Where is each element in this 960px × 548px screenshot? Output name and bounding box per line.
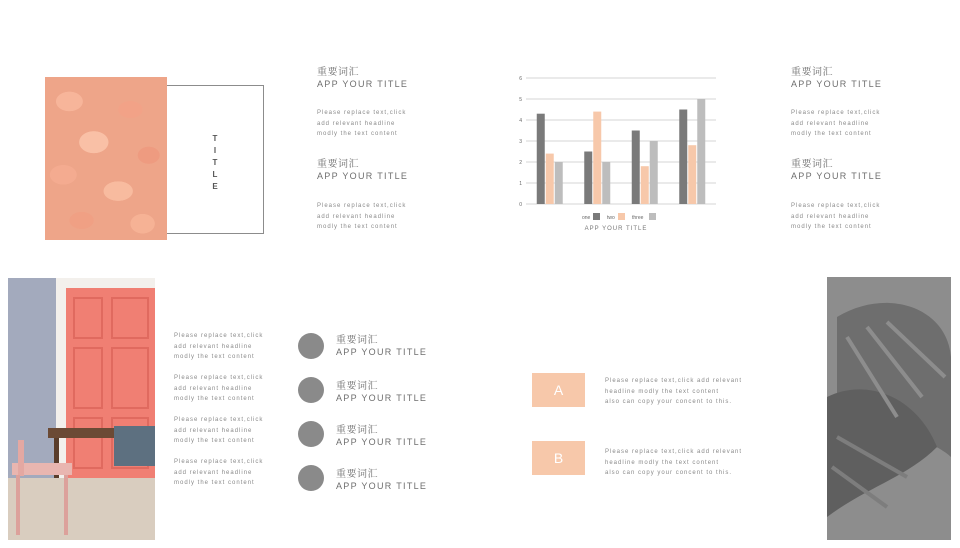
circle-bullet-4 bbox=[298, 465, 324, 491]
y-tick-label: 5 bbox=[519, 97, 522, 103]
y-tick-label: 4 bbox=[519, 118, 522, 124]
bar-two bbox=[546, 154, 554, 204]
monstera-leaf-photo bbox=[827, 277, 951, 540]
legend-label: one bbox=[582, 215, 591, 221]
note-4: Please replace text,click add relevant headline modly the text content bbox=[174, 459, 264, 486]
bar-three bbox=[602, 162, 610, 204]
bar-one bbox=[584, 152, 592, 205]
note-2: Please replace text,click add relevant headline modly the text content bbox=[174, 375, 264, 402]
left-item-2-en: APP YOUR TITLE bbox=[317, 171, 409, 181]
circle-bullet-3 bbox=[298, 421, 324, 447]
y-tick-label: 3 bbox=[519, 139, 522, 145]
legend-swatch bbox=[649, 213, 656, 220]
left-item-2-body: Please replace text,click add relevant headline modly the text content bbox=[317, 203, 407, 230]
pink-door-photo bbox=[8, 278, 155, 540]
right-item-2-body: Please replace text,click add relevant headline modly the text content bbox=[791, 203, 881, 230]
legend-label: two bbox=[607, 215, 615, 221]
left-item-1-en: APP YOUR TITLE bbox=[317, 79, 409, 89]
circle-item-3-en: APP YOUR TITLE bbox=[336, 437, 428, 447]
note-3: Please replace text,click add relevant headline modly the text content bbox=[174, 417, 264, 444]
bar-one bbox=[537, 114, 545, 204]
right-item-1-cn: 重要词汇 bbox=[791, 67, 833, 78]
bar-three bbox=[555, 162, 563, 204]
bar-chart bbox=[510, 70, 722, 234]
legend-swatch bbox=[593, 213, 600, 220]
x-axis-label: APP YOUR TITLE bbox=[584, 226, 648, 232]
badge-a: A bbox=[532, 373, 585, 407]
circle-item-1-cn: 重要词汇 bbox=[336, 335, 378, 346]
title-letter: T bbox=[212, 158, 218, 167]
right-item-2-cn: 重要词汇 bbox=[791, 159, 833, 170]
rose-petals-photo bbox=[45, 77, 167, 240]
y-tick-label: 0 bbox=[519, 202, 522, 208]
circle-item-4-cn: 重要词汇 bbox=[336, 469, 378, 480]
y-tick-label: 6 bbox=[519, 76, 522, 82]
y-tick-label: 2 bbox=[519, 160, 522, 166]
circle-item-4-en: APP YOUR TITLE bbox=[336, 481, 428, 491]
left-item-1-body: Please replace text,click add relevant headline modly the text content bbox=[317, 110, 407, 137]
legend-label: three bbox=[632, 215, 644, 221]
title-letter: E bbox=[212, 182, 218, 191]
y-tick-label: 1 bbox=[519, 181, 522, 187]
bar-two bbox=[641, 166, 649, 204]
badge-b-text: Please replace text,click add relevant headline modly the text content also can copy your concent to this. bbox=[605, 449, 743, 476]
bar-three bbox=[697, 99, 705, 204]
bar-two bbox=[593, 112, 601, 204]
right-item-1-body: Please replace text,click add relevant headline modly the text content bbox=[791, 110, 881, 137]
note-1: Please replace text,click add relevant headline modly the text content bbox=[174, 333, 264, 360]
circle-bullet-1 bbox=[298, 333, 324, 359]
title-letter: I bbox=[213, 146, 217, 155]
right-item-1-en: APP YOUR TITLE bbox=[791, 79, 883, 89]
left-item-1-cn: 重要词汇 bbox=[317, 67, 359, 78]
bar-one bbox=[679, 110, 687, 205]
legend-swatch bbox=[618, 213, 625, 220]
circle-bullet-2 bbox=[298, 377, 324, 403]
circle-item-1-en: APP YOUR TITLE bbox=[336, 347, 428, 357]
badge-a-text: Please replace text,click add relevant headline modly the text content also can copy your concent to this. bbox=[605, 378, 743, 405]
badge-b: B bbox=[532, 441, 585, 475]
bar-three bbox=[650, 141, 658, 204]
circle-item-3-cn: 重要词汇 bbox=[336, 425, 378, 436]
title-letter: T bbox=[212, 134, 218, 143]
left-item-2-cn: 重要词汇 bbox=[317, 159, 359, 170]
right-item-2-en: APP YOUR TITLE bbox=[791, 171, 883, 181]
circle-item-2-en: APP YOUR TITLE bbox=[336, 393, 428, 403]
vertical-title bbox=[210, 133, 220, 193]
bar-one bbox=[632, 131, 640, 205]
circle-item-2-cn: 重要词汇 bbox=[336, 381, 378, 392]
title-letter: L bbox=[212, 170, 218, 179]
bar-two bbox=[688, 145, 696, 204]
